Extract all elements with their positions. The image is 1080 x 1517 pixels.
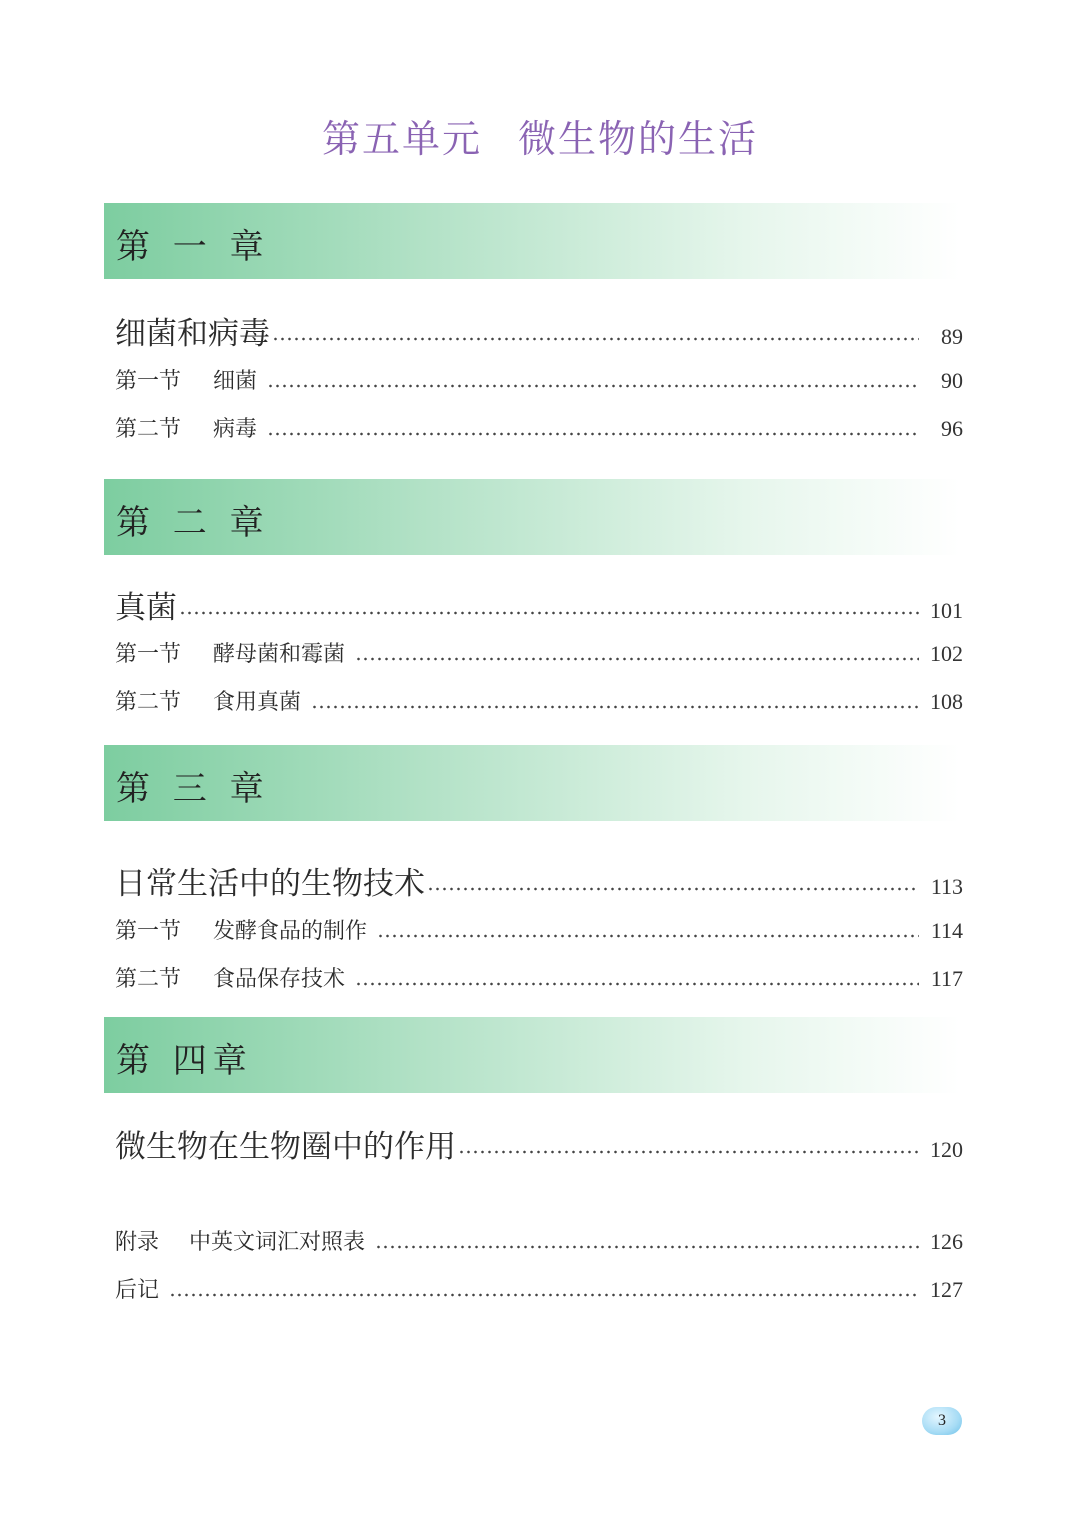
leader-dots xyxy=(267,432,919,436)
page-number: 126 xyxy=(930,1229,963,1254)
page-number: 89 xyxy=(941,324,963,349)
appendix-entry[interactable] xyxy=(115,1225,963,1256)
chapter-1-label: 第 一 章 xyxy=(116,227,270,267)
page-number: 117 xyxy=(930,966,963,991)
section-entry[interactable] xyxy=(115,364,963,395)
appendix-label: 附录 中英文词汇对照表 xyxy=(115,1230,366,1255)
chapter-4-header xyxy=(104,1017,960,1093)
chapter-4-label: 第 四章 xyxy=(116,1041,253,1081)
page-number: 108 xyxy=(930,689,963,714)
leader-dots xyxy=(272,337,919,341)
unit-title xyxy=(0,108,1080,163)
chapter-4-title-entry[interactable] xyxy=(115,1121,963,1166)
chapter-3-label: 第 三 章 xyxy=(116,769,270,809)
page-number: 120 xyxy=(930,1137,963,1162)
chapter-3-title-entry[interactable] xyxy=(115,858,963,903)
chapter-title: 细菌和病毒 xyxy=(115,316,270,352)
leader-dots xyxy=(267,384,919,388)
leader-dots xyxy=(355,657,919,661)
leader-dots xyxy=(427,887,919,891)
section-label: 第一节 细菌 xyxy=(115,369,258,394)
section-label: 第二节 食品保存技术 xyxy=(115,967,346,992)
chapter-1-title-entry[interactable] xyxy=(115,308,963,353)
page-number: 114 xyxy=(930,918,963,943)
unit-number: 第五单元 xyxy=(321,117,482,161)
page-number: 127 xyxy=(930,1277,963,1302)
page-number: 102 xyxy=(930,641,963,666)
section-entry[interactable] xyxy=(115,962,963,993)
chapter-1-header xyxy=(104,203,960,279)
afterword-entry[interactable] xyxy=(115,1273,963,1304)
section-label: 第二节 食用真菌 xyxy=(115,690,302,715)
section-entry[interactable] xyxy=(115,412,963,443)
leader-dots xyxy=(169,1293,919,1297)
chapter-3-header xyxy=(104,745,960,821)
chapter-2-title-entry[interactable] xyxy=(115,582,963,627)
page-number: 90 xyxy=(941,368,963,393)
afterword-label: 后记 xyxy=(115,1278,160,1303)
leader-dots xyxy=(311,705,919,709)
leader-dots xyxy=(458,1150,919,1154)
section-label: 第二节 病毒 xyxy=(115,417,258,442)
chapter-title: 微生物在生物圈中的作用 xyxy=(115,1129,456,1165)
section-label: 第一节 酵母菌和霉菌 xyxy=(115,642,346,667)
chapter-2-header xyxy=(104,479,960,555)
unit-name: 微生物的生活 xyxy=(518,117,759,161)
leader-dots xyxy=(179,611,919,615)
section-entry[interactable] xyxy=(115,914,963,945)
chapter-2-label: 第 二 章 xyxy=(116,503,270,543)
leader-dots xyxy=(355,982,919,986)
chapter-title: 真菌 xyxy=(115,590,177,626)
page-number: 96 xyxy=(941,416,963,441)
page-number: 113 xyxy=(930,874,963,899)
chapter-title: 日常生活中的生物技术 xyxy=(115,866,425,902)
leader-dots xyxy=(377,934,919,938)
section-entry[interactable] xyxy=(115,637,963,668)
section-entry[interactable] xyxy=(115,685,963,716)
page-number-badge: 3 xyxy=(922,1407,962,1435)
section-label: 第一节 发酵食品的制作 xyxy=(115,919,368,944)
page-number: 101 xyxy=(930,598,963,623)
leader-dots xyxy=(375,1245,919,1249)
